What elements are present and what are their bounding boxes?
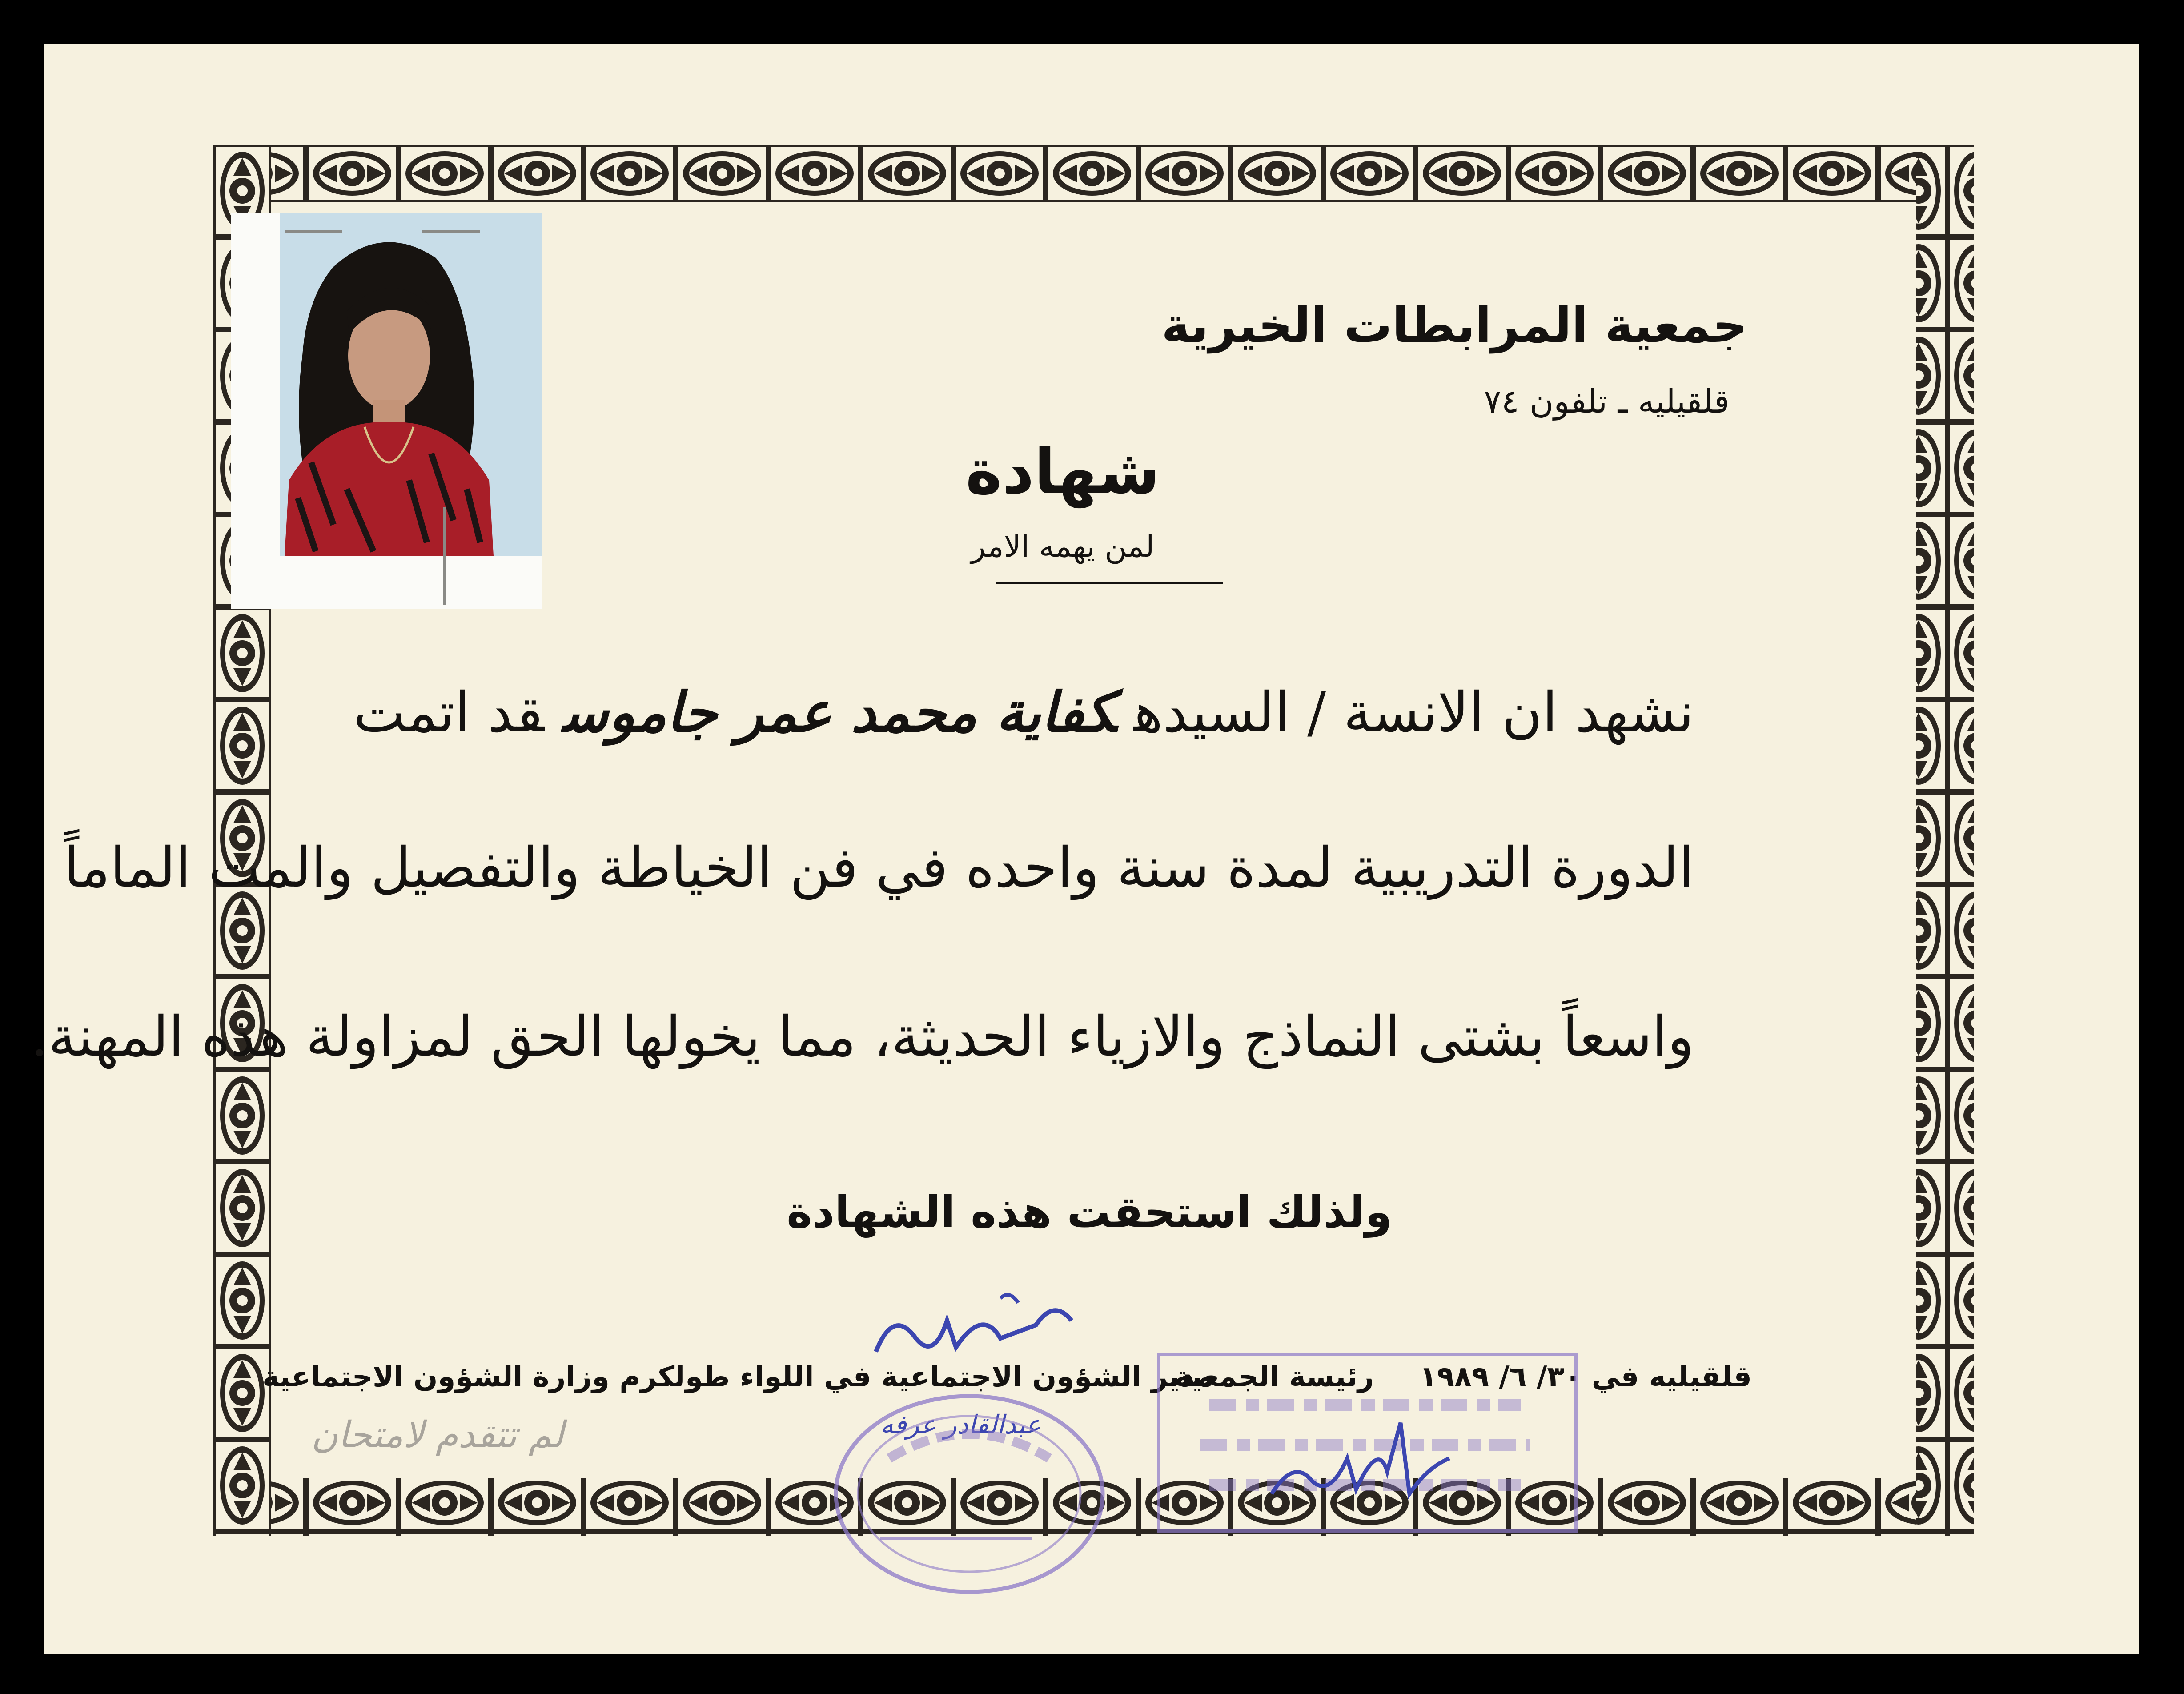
- recipient-name: كفاية محمد عمر جاموس: [562, 680, 1116, 745]
- line-1-suffix: قد اتمت: [353, 681, 545, 745]
- certificate-paper: [31, 44, 2139, 1654]
- closing-statement: ولذلك استحقت هذه الشهادة: [787, 1187, 1392, 1238]
- body-line-2: الدورة التدريبية لمدة سنة واحده في فن الخياطة والتفصيل والمت الماماً: [64, 836, 1694, 900]
- organization-name: جمعية المرابطات الخيرية: [1161, 298, 1747, 353]
- director-name-handwritten: عبدالقادر عرفه: [880, 1409, 1041, 1440]
- place-and-date: قلقيليه في ٣٠/ ٦/ ١٩٨٩: [1419, 1361, 1752, 1393]
- portrait-photo: [231, 213, 542, 609]
- line-1-prefix: نشهد ان الانسة / السيده: [1134, 681, 1694, 745]
- organization-address: قلقيليه ـ تلفون ٧٤: [1484, 382, 1730, 421]
- certificate-subtitle: لمن يهمه الامر: [971, 529, 1155, 564]
- president-label: رئيسة الجمعية: [1174, 1361, 1374, 1393]
- president-signature: [1254, 1405, 1458, 1521]
- body-line-1: [353, 680, 1694, 745]
- handwritten-note: لم تتقدم لامتحان: [311, 1414, 564, 1456]
- director-signature: [867, 1281, 1098, 1369]
- certificate-title: شهادة: [965, 436, 1160, 508]
- body-line-3: واسعاً بشتى النماذج والازياء الحديثة، مما يخولها الحق لمزاولة هذه المهنة.: [31, 1005, 1694, 1069]
- subtitle-underline: [996, 582, 1223, 584]
- ministry-round-stamp: [800, 1392, 1138, 1596]
- director-label: مدير الشؤون الاجتماعية في اللواء طولكرم وزارة الشؤون الاجتماعية: [262, 1361, 1214, 1393]
